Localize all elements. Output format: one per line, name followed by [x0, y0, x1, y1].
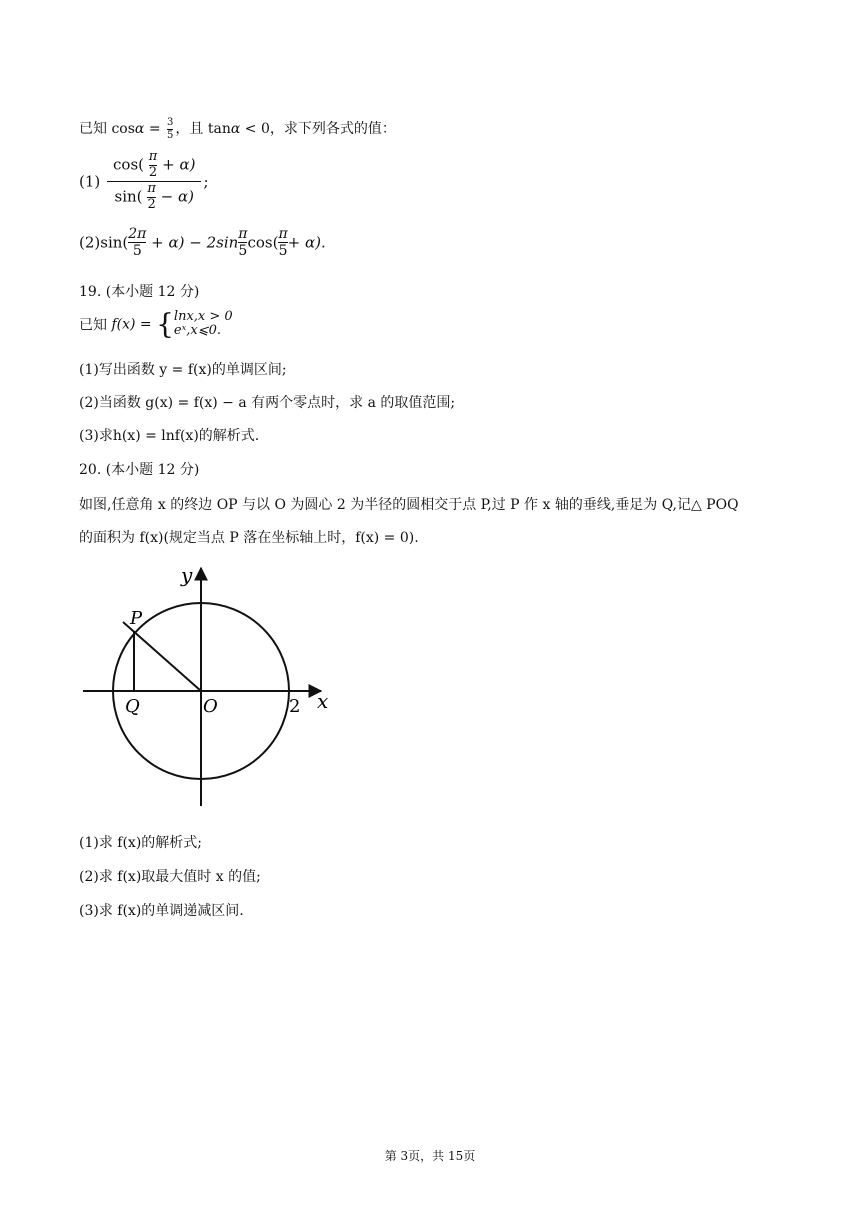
- q18-intro-text-a: 已知: [79, 121, 107, 137]
- q19-header: 19. (本小题 12 分): [79, 284, 200, 300]
- label-Q: Q: [125, 696, 140, 717]
- label-x: x: [317, 689, 329, 713]
- q20-text2: 的面积为 f(x)(规定当点 P 落在坐标轴上时，f(x) = 0).: [79, 530, 419, 546]
- q18-frac: [167, 117, 173, 141]
- q18-part1: (1) cos( $\frac{\pi}{2}$ + α) sin( $\frac{\pi}{2}$ − α) ;: [79, 149, 209, 212]
- label-y: y: [181, 563, 193, 587]
- q20-part1: (1)求 f(x)的解析式;: [79, 835, 202, 851]
- q20-text1: 如图,任意角 x 的终边 OP 与以 O 为圆心 2 为半径的圆相交于点 P,过 P 作 x 轴的垂线,垂足为 Q,记△ POQ: [79, 497, 739, 513]
- label-O: O: [203, 696, 218, 717]
- q18-eq: =: [148, 121, 161, 137]
- q18-part1-den: sin( $\frac{\pi}{2}$ − α): [114, 180, 194, 212]
- q18-intro-text-c: ，求下列各式的值：: [269, 121, 396, 137]
- q19-fx: f(x) =: [111, 316, 152, 333]
- q18-part1-fraction: [107, 150, 201, 213]
- q18-lt0: < 0: [244, 121, 270, 137]
- q19-case1: lnx,x > 0: [173, 309, 233, 324]
- q18-alpha: α: [134, 121, 145, 137]
- q18-intro: 已知 cosα = $\frac{3}{5}$ ，且 tanα < 0，求下列各式的值：: [79, 117, 396, 141]
- q18-cos: cos: [111, 121, 135, 137]
- q20-part2: (2)求 f(x)取最大值时 x 的值;: [79, 869, 261, 885]
- q20-header: 20. (本小题 12 分): [79, 462, 200, 478]
- label-2: 2: [289, 696, 301, 717]
- q19-case2: eˣ,x⩽0.: [173, 323, 221, 339]
- q18-part2-label: (2): [79, 233, 101, 252]
- page-footer: 第 3页，共 15页: [384, 1149, 476, 1163]
- q18-frac-num: 3: [167, 117, 174, 128]
- q20-part3: (3)求 f(x)的单调递减区间.: [79, 903, 244, 919]
- q19-part1: (1)写出函数 y = f(x)的单调区间;: [79, 362, 287, 378]
- q18-intro-text-b: ，且: [175, 121, 204, 137]
- q18-part2: (2)sin( $\frac{2\pi}{5}$ + α) − 2sin $\frac{\pi}{5}$ cos( $\frac{\pi}{5}$ + α).: [79, 226, 326, 260]
- q18-part1-label: (1): [79, 172, 101, 191]
- q19-part3: (3)求h(x) = lnf(x)的解析式.: [79, 428, 260, 444]
- q18-frac-den: 5: [167, 129, 174, 141]
- label-P: P: [130, 608, 143, 629]
- q19-brace: {: [156, 307, 174, 341]
- q19-definition: 已知 f(x) = { lnx,x > 0 eˣ,x⩽0.: [79, 307, 233, 341]
- q20-figure: [75, 560, 335, 815]
- q19-cases: [174, 310, 233, 339]
- q19-part2: (2)当函数 g(x) = f(x) − a 有两个零点时，求 a 的取值范围;: [79, 395, 456, 411]
- q18-tan: tan: [207, 121, 231, 137]
- q18-part1-num: cos( $\frac{\pi}{2}$ + α): [113, 149, 196, 180]
